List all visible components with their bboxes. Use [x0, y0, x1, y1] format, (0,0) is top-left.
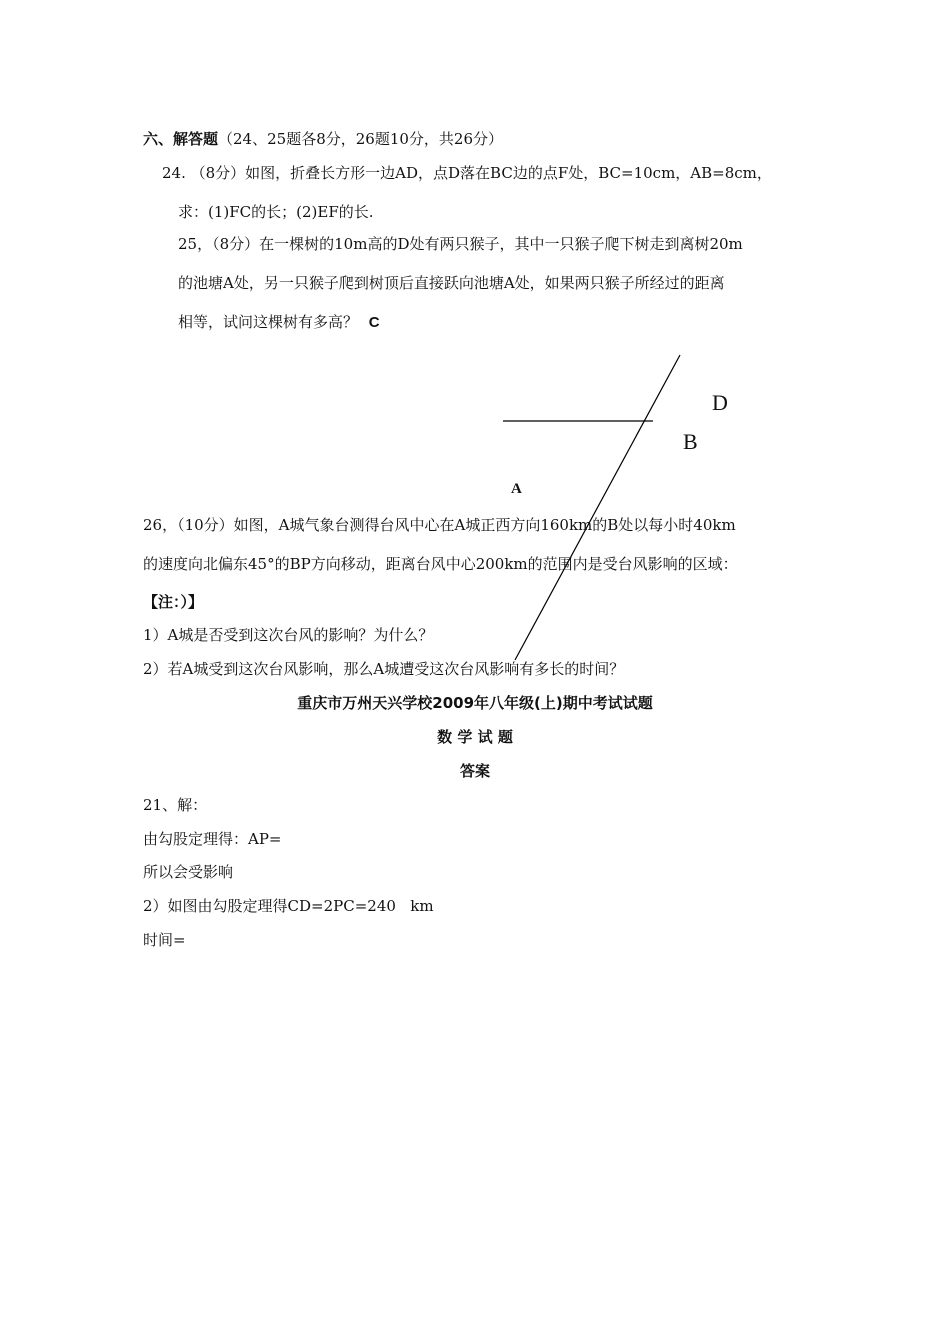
section-heading: 六、解答题	[143, 130, 219, 148]
answer-line4: 2）如图由勾股定理得CD=2PC=240 km	[143, 897, 434, 915]
q24-line2: 求：(1)FC的长；(2)EF的长.	[178, 203, 374, 221]
subject-title: 数 学 试 题	[437, 728, 513, 746]
label-c: C	[368, 314, 380, 331]
answer-line5: 时间=	[143, 931, 186, 949]
q24-line1: 24. （8分）如图，折叠长方形一边AD，点D落在BC边的点F处，BC=10cm，AB=8cm，	[162, 164, 772, 182]
label-d: D	[712, 390, 728, 415]
q26-line2: 的速度向北偏东45°的BP方向移动，距离台风中心200km的范围内是受台风影响的区域：	[143, 555, 738, 573]
q26-line1: 26，（10分）如图，A城气象台测得台风中心在A城正西方向160km的B处以每小时40km	[143, 516, 736, 534]
q26-sub1: 1）A城是否受到这次台风的影响？为什么？	[143, 626, 434, 644]
label-a: A	[511, 481, 522, 497]
answer-line2: 由勾股定理得：AP=	[143, 830, 282, 848]
answer-line3: 所以会受影响	[143, 863, 234, 881]
q25-line1: 25，（8分）在一棵树的10m高的D处有两只猴子，其中一只猴子爬下树走到离树20m	[178, 235, 743, 253]
q26-note: 【注：）】	[143, 593, 204, 611]
q25-question: 相等，试问这棵树有多高？	[178, 313, 359, 331]
label-b: B	[683, 429, 698, 454]
answer-title: 答案	[459, 762, 490, 780]
school-title: 重庆市万州天兴学校2009年八年级(上)期中考试试题	[297, 694, 653, 712]
q26-sub2: 2）若A城受到这次台风影响，那么A城遭受这次台风影响有多长的时间？	[143, 660, 625, 678]
section-score-note: （24、25题各8分，26题10分，共26分）	[218, 130, 503, 148]
q25-line2: 的池塘A处，另一只猴子爬到树顶后直接跃向池塘A处，如果两只猴子所经过的距离	[178, 274, 725, 292]
slanted-line	[515, 355, 680, 660]
answer-line1: 21、解：	[143, 796, 208, 814]
